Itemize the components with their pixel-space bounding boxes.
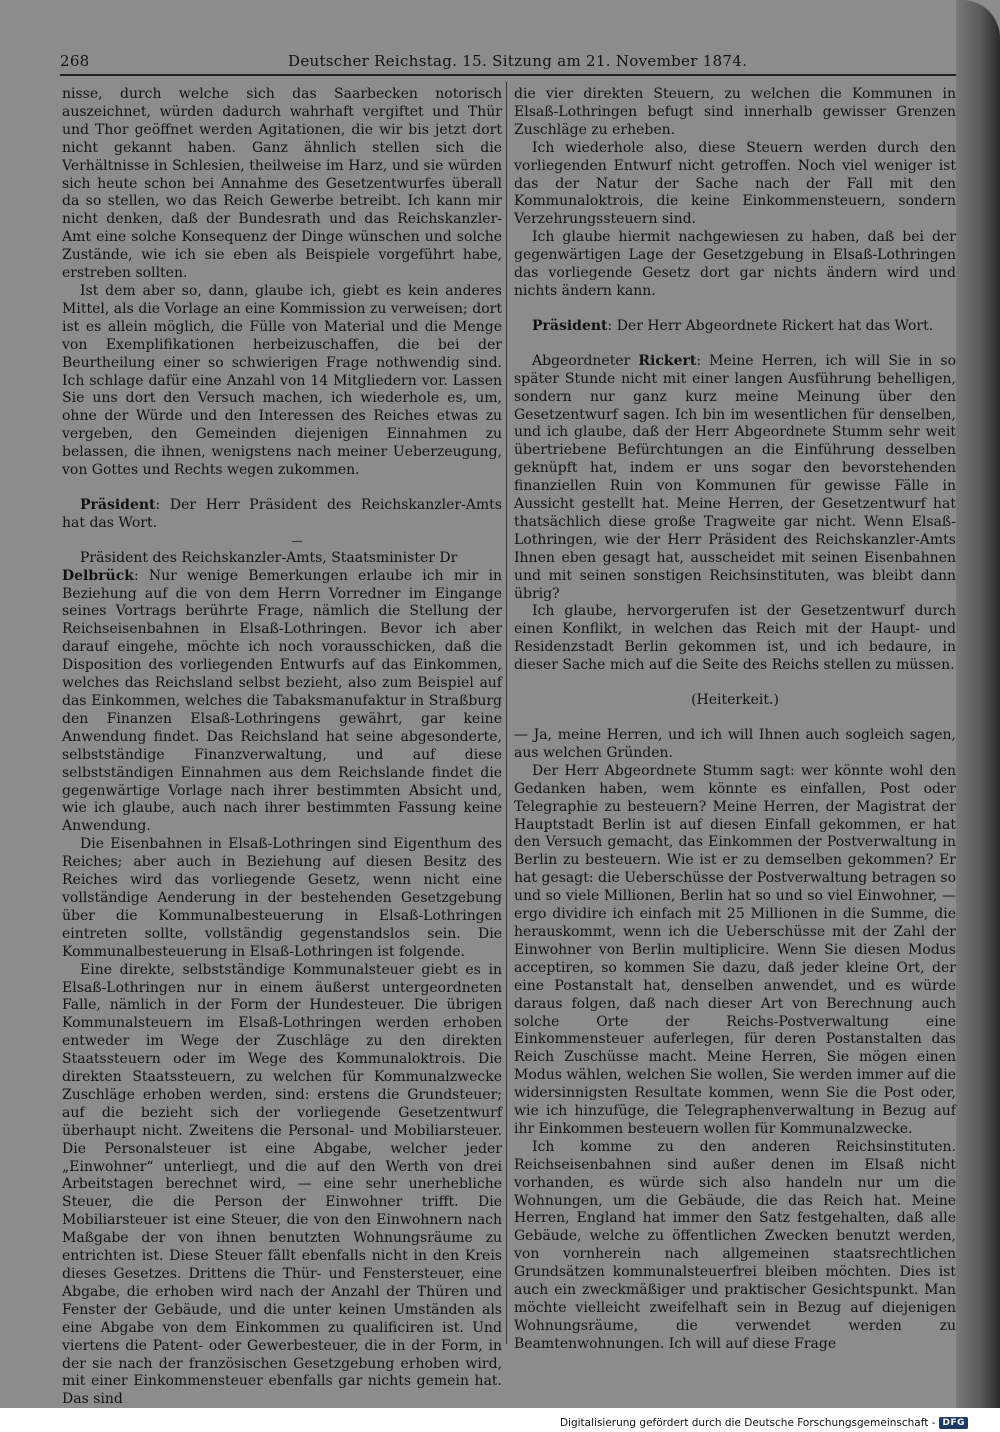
- speaker-paragraph: Präsident: Der Herr Präsident des Reichskanzler-Amts hat das Wort.: [62, 496, 502, 531]
- paragraph-text: : Der Herr Abgeordnete Rickert hat das Wort.: [607, 317, 934, 334]
- interjection: (Heiterkeit.): [691, 692, 779, 709]
- paragraph-text: Der Herr Präsident des Reichskanzler-Amts hat das Wort.: [62, 496, 502, 531]
- paragraph-text: : Meine Herren, ich will Sie in so später Stunde nicht mit einer langen Ausführung behelligen, sondern nur ganz kurz meine Meinung über den Gesetzentwurf sagen. Ich bin im wesentlichen für denselben, und ich glaube, daß der Herr Abgeordnete Stumm sehr weit übertriebene Befürchtungen an die Einführung desselben geknüpft hat, indem er uns sogar den bevorstehenden finanziellen Ruin von Kommunen für gewisse Fälle in Aussicht gestellt hat. Meine Herren, der Gesetzentwurf hat thatsächlich diese große Tragweite gar nicht. Wenn Elsaß-Lothringen, wie der Herr Präsident des Reichskanzler-Amts Ihnen eben gesagt hat, ausscheidet mit seinen Eisenbahnen und mit seinen sonstigen Reichsinstituten, was bleibt dann übrig?: [514, 352, 956, 602]
- right-column: [514, 86, 956, 1354]
- left-column: [62, 86, 502, 1409]
- speaker-name: Delbrück: [62, 567, 134, 584]
- credit-text: Digitalisierung gefördert durch die Deutsche Forschungsgemeinschaft -: [559, 1417, 936, 1429]
- separator: [292, 541, 302, 542]
- paragraph: Ist dem aber so, dann, glaube ich, giebt es kein anderes Mittel, als die Vorlage an eine Kommission zu verweisen; dort ist es allein möglich, die Fülle von Material und die Menge von Exemplifikationen herbeizuschaffen, die bei der Beurtheilung einer so schwierigen Frage nothwendig sind. Ich schlage dafür eine Anzahl von 14 Mitgliedern vor. Lassen Sie uns dort den Versuch machen, ich wiederhole es, um, ohne der Würde und den Interessen des Reiches etwas zu vergeben, den Gemeinden diejenigen Einnahmen zu belassen, die ihnen, wenigstens nach meiner Ueberzeugung, von Gottes und Rechts wegen zukommen.: [62, 282, 502, 479]
- paragraph: Der Herr Abgeordnete Stumm sagt: wer könnte wohl den Gedanken haben, wem könnte es einfallen, Post oder Telegraphie zu besteuern? Meine Herren, der Magistrat der Hauptstadt Berlin ist auf diesen Einfall gekommen, er hat den Versuch gemacht, das Einkommen der Postverwaltung in Berlin zu besteuern. Wie ist er zu demselben gekommen? Er hat gesagt: die Ueberschüsse der Postverwaltung betragen so und so viele Millionen, Berlin hat so und so viel Einwohner, — ergo dividire ich einfach mit 25 Millionen in die Summe, die herauskommt, wenn ich die Ueberschüsse mit der Zahl der Einwohner von Berlin multiplicire. Wenn Sie diesen Modus acceptiren, so kommen Sie dazu, daß jeder kleine Ort, der eine Postanstalt hat, denselben anwendet, und es würde daraus folgen, daß nach dieser Art von Berechnung auch solche Orte der Reichs-Postverwaltung eine Einkommensteuer auferlegen, für deren Postanstalten das Reich Zuschüsse macht. Meine Herren, Sie mögen einen Modus wählen, welchen Sie wollen, Sie werden immer auf die widersinnigsten Resultate kommen, wenn Sie die Post oder, wie ich hinzufüge, die Telegraphenverwaltung in Bezug auf ihr Einkommen besteuern wollen für Kommunalzwecke.: [514, 762, 956, 1137]
- dfg-logo: DFG: [939, 1417, 968, 1429]
- page-header: [60, 52, 956, 74]
- speaker-name: Präsident: [532, 317, 608, 334]
- speaker-paragraph: [514, 318, 956, 336]
- paragraph: Ich wiederhole also, diese Steuern werden durch den vorliegenden Entwurf nicht getroffen. Noch viel weniger ist das der Natur der Sache nach der Fall mit den Kommunaloktrois, die keine Einkommensteuern, sondern Verzehrungssteuern sind.: [514, 139, 956, 228]
- column-divider: [506, 82, 507, 1344]
- paragraph-text: : Nur wenige Bemerkungen erlaube ich mir in Beziehung auf die von dem Herrn Vorredner im Eingange seines Vortrags berührte Frage, nämlich die Stellung der Reichseisenbahnen in Elsaß-Lothringen. Bevor ich aber darauf eingehe, möchte ich noch vorausschicken, daß die Disposition des vorliegenden Entwurfs auf das Einkommen, welches das Reichsland selbst bezieht, also zum Beispiel auf das Einkommen, welches die Tabaksmanufaktur in Straßburg den Finanzen Elsaß-Lothringens gewährt, gar keine Anwendung findet. Das Reichsland hat seine abgesonderte, selbstständige Finanzverwaltung, und auf diese selbstständigen Einnahmen aus dem Reichslande findet die gegenwärtige Vorlage nach ihrer bestimmten Absicht und, wie ich glaube, auch nach ihrer bestimmten Fassung keine Anwendung.: [62, 567, 502, 835]
- paragraph: Eine direkte, selbstständige Kommunalsteuer giebt es in Elsaß-Lothringen nur in einem äußerst untergeordneten Falle, nämlich in der Form der Hundesteuer. Die übrigen Kommunalsteuern im Elsaß-Lothringen werden erhoben entweder im Wege der Zuschläge zu den direkten Staatssteuern oder im Wege des Kommunaloktrois. Die direkten Staatssteuern, zu welchen für Kommunalzwecke Zuschläge erhoben werden, sind: erstens die Grundsteuer; auf die bezieht sich der vorliegende Gesetzentwurf überhaupt nicht. Zweitens die Personal- und Mobiliarsteuer. Die Personalsteuer ist eine Abgabe, welcher jeder „Einwohner“ unterliegt, und die auf den Werth von drei Arbeitstagen berechnet wird, — eine sehr unerhebliche Steuer, die die Person der Einwohner trifft. Die Mobiliarsteuer ist eine Steuer, die von den Einwohnern nach Maßgabe der von ihnen benutzten Wohnungsräume zu entrichten ist. Diese Steuer fällt ebenfalls nicht in den Kreis dieses Gesetzes. Drittens die Thür- und Fenstersteuer, eine Abgabe, die erhoben wird nach der Anzahl der Thüren und Fenster der Gebäude, und die unter keinen Umständen als eine Abgabe von dem Einkommen zu qualificiren ist. Und viertens die Patent- oder Gewerbesteuer, die in der Form, in der sie nach der französischen Gesetzgebung erhoben wird, mit einer Einkommensteuer ebenfalls gar nichts gemein hat. Das sind: [62, 961, 502, 1408]
- paragraph: — Ja, meine Herren, und ich will Ihnen auch sogleich sagen, aus welchen Gründen.: [514, 727, 956, 761]
- page-edge-shadow: [956, 0, 1000, 1408]
- header-rule: [60, 74, 956, 76]
- running-head: Deutscher Reichstag. 15. Sitzung am 21. November 1874.: [288, 52, 748, 70]
- paragraph: Ich komme zu den anderen Reichsinstituten. Reichseisenbahnen sind außer denen im Elsaß nicht vorhanden, es würde sich also handeln nur um die Wohnungen, um die Gebäude, die das Reich hat. Meine Herren, England hat immer den Satz festgehalten, daß alle Gebäude, welche zu öffentlichen Zwecken benutzt werden, von vornherein nach allgemeinen staatsrechtlichen Grundsätzen kommunalsteuerfrei bleiben möchten. Dies ist auch ein zweckmäßiger und praktischer Gesichtspunkt. Man möchte vielleicht zweifelhaft sein in Bezug auf diejenigen Wohnungsräume, die verwendet werden zu Beamtenwohnungen. Ich will auf diese Frage: [514, 1138, 956, 1352]
- speaker-role: Abgeordneter: [532, 352, 631, 369]
- paragraph: Die Eisenbahnen in Elsaß-Lothringen sind Eigenthum des Reiches; aber auch in Beziehung auf diesen Besitz des Reiches wird das vorliegende Gesetz, wenn nicht eine vollständige Aenderung in der bestehenden Gesetzgebung über die Kommunalbesteuerung in Elsaß-Lothringen eintreten sollte, vollständig gegenstandslos sein. Die Kommunalbesteuerung in Elsaß-Lothringen ist folgende.: [62, 836, 502, 960]
- speaker-name: Rickert: [638, 352, 697, 369]
- speaker-intro: Präsident des Reichskanzler-Amts, Staatsminister Dr: [80, 549, 458, 566]
- paragraph: nisse, durch welche sich das Saarbecken notorisch auszeichnet, würden dadurch wahrhaft vergiftet und Thür und Thor geöffnet werden Agitationen, die wir bis jetzt dort nicht gekannt haben. Ganz ähnlich stellen sich die Verhältnisse in Schlesien, theilweise im Harz, und sie würden sich heute schon bei Annahme des Gesetzentwurfes überall da so stellen, wo das Reich Gewerbe betreibt. Ich kann mir nicht denken, daß der Bundesrath und das Reichskanzler-Amt eine solche Konsequenz der Dinge wünschen und solche Zustände, wie ich sie eben als Beispiele vorgeführt habe, erstreben sollten.: [62, 86, 502, 282]
- paragraph: die vier direkten Steuern, zu welchen die Kommunen in Elsaß-Lothringen befugt sind innerhalb gewisser Grenzen Zuschläge zu erheben.: [514, 86, 956, 138]
- speaker-name: Präsident: [80, 496, 156, 513]
- speaker-paragraph: [514, 353, 956, 604]
- paragraph: Ich glaube hiermit nachgewiesen zu haben, daß bei der gegenwärtigen Lage der Gesetzgebung in Elsaß-Lothringen das vorliegende Gesetz dort gar nichts ändern wird und nichts ändern kann.: [514, 229, 956, 299]
- speaker-paragraph: [62, 568, 502, 837]
- paragraph: Ich glaube, hervorgerufen ist der Gesetzentwurf durch einen Konflikt, in welchen das Reich mit der Haupt- und Residenzstadt Berlin gekommen ist, und ich bedaure, in dieser Sache mich auf die Seite des Reichs stellen zu müssen.: [514, 603, 956, 674]
- digitization-credit: [560, 1416, 968, 1430]
- page-number: 268: [60, 52, 90, 70]
